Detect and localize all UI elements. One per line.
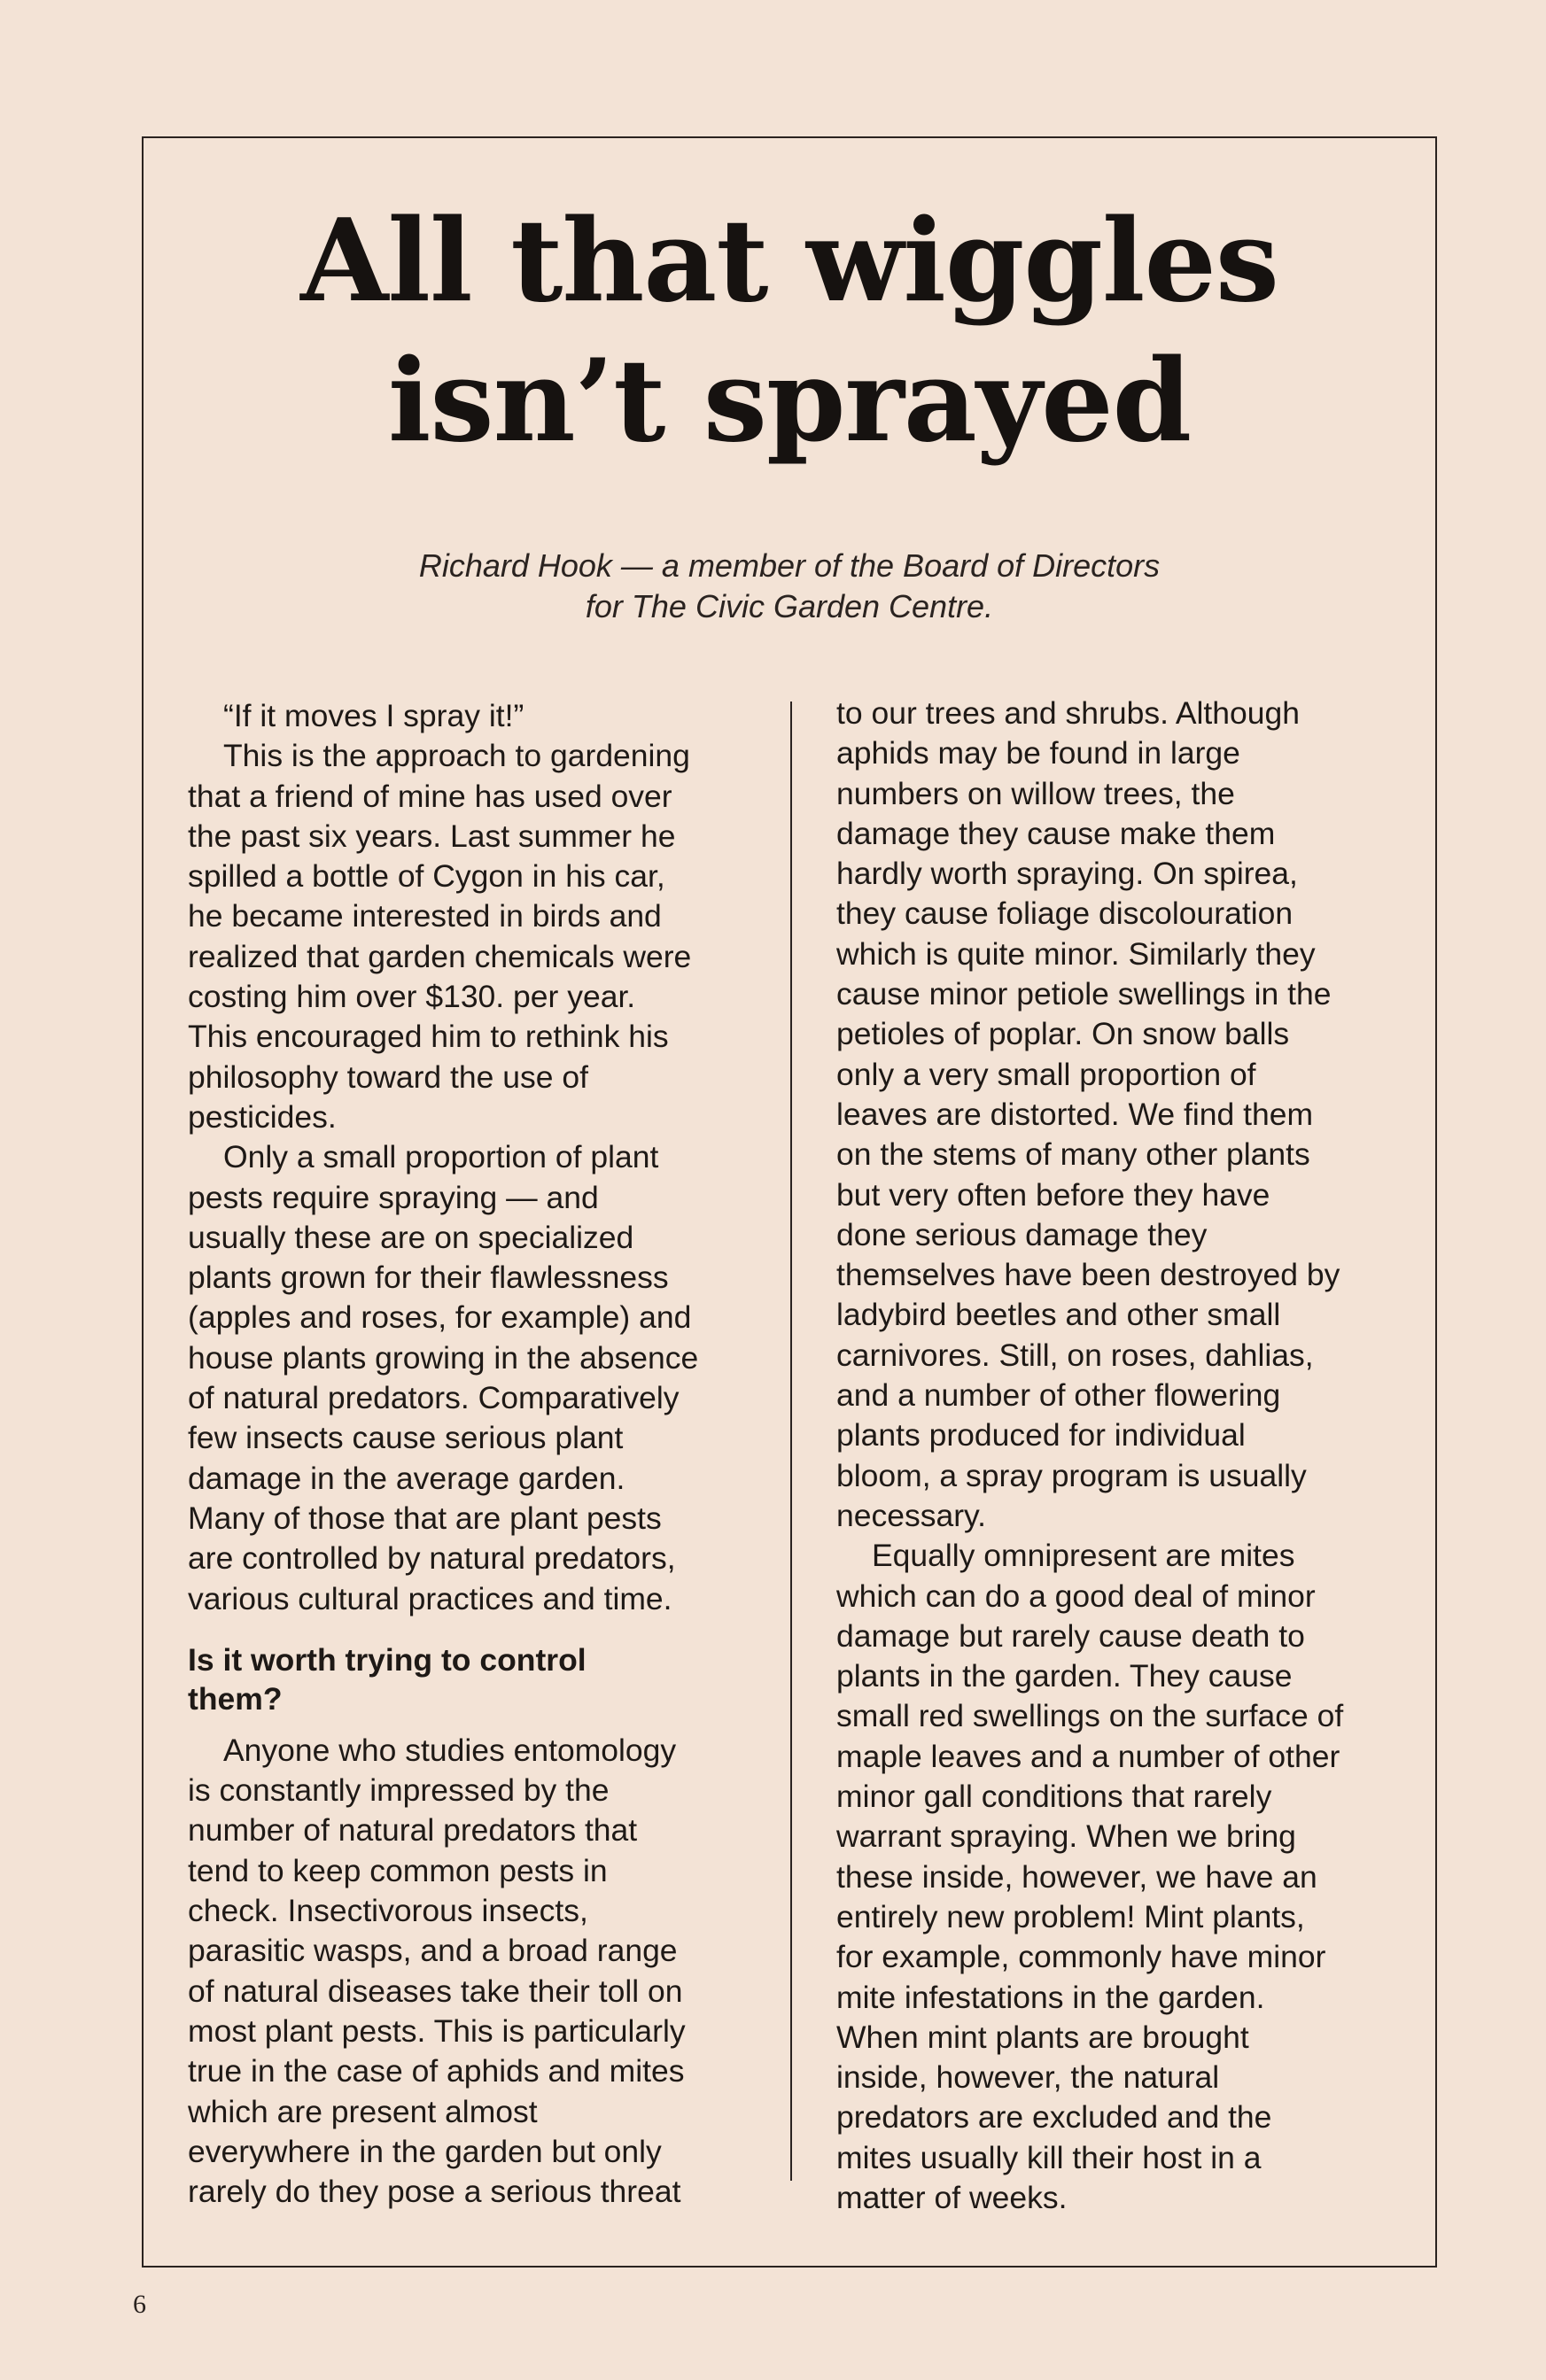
text-line: When mint plants are brought <box>836 2019 1249 2055</box>
text-line: matter of weeks. <box>836 2179 1068 2215</box>
text-line: usually these are on specialized <box>188 1219 634 1255</box>
text-line: entirely new problem! Mint plants, <box>836 1898 1305 1934</box>
left-column-text-after <box>188 1731 790 2213</box>
text-line: check. Insectivorous insects, <box>188 1893 588 1929</box>
text-line: that a friend of mine has used over <box>188 778 672 814</box>
text-line: true in the case of aphids and mites <box>188 2053 685 2089</box>
page-number: 6 <box>133 2290 146 2319</box>
text-line: spilled a bottle of Cygon in his car, <box>188 858 665 895</box>
text-line: carnivores. Still, on roses, dahlias, <box>836 1337 1314 1373</box>
text-line: pests require spraying — and <box>188 1179 599 1215</box>
subheading <box>188 1640 790 1718</box>
byline-line-1: Richard Hook — a member of the Board of Directors <box>418 547 1161 584</box>
subheading-line-1: Is it worth trying to control <box>188 1641 587 1678</box>
text-line: most plant pests. This is particularly <box>188 2012 686 2049</box>
text-line: Anyone who studies entomology <box>223 1732 677 1768</box>
left-column-text <box>188 696 790 1619</box>
text-line: plants produced for individual <box>836 1417 1246 1454</box>
text-line: damage in the average garden. <box>188 1460 625 1496</box>
text-line: which is quite minor. Similarly they <box>836 935 1316 972</box>
text-line: but very often before they have <box>836 1176 1270 1213</box>
text-line: warrant spraying. When we bring <box>836 1818 1296 1855</box>
text-line: predators are excluded and the <box>836 2099 1272 2136</box>
text-line: inside, however, the natural <box>836 2059 1220 2096</box>
text-line: pesticides. <box>188 1098 337 1135</box>
article-title <box>144 191 1435 471</box>
title-line-1: All that wiggles <box>300 195 1278 328</box>
text-line: numbers on willow trees, the <box>836 775 1235 811</box>
right-column-text <box>836 694 1403 2218</box>
text-line: This is the approach to gardening <box>223 738 690 774</box>
text-line: aphids may be found in large <box>836 735 1240 771</box>
text-line: plants grown for their flawlessness <box>188 1260 669 1296</box>
text-line: number of natural predators that <box>188 1812 638 1849</box>
text-line: are controlled by natural predators, <box>188 1540 676 1577</box>
text-line: only a very small proportion of <box>836 1056 1256 1092</box>
text-line: mites usually kill their host in a <box>836 2139 1262 2175</box>
text-line: plants in the garden. They cause <box>836 1658 1293 1694</box>
text-line: damage they cause make them <box>836 815 1276 851</box>
text-line: house plants growing in the absence <box>188 1339 699 1376</box>
text-line: various cultural practices and time. <box>188 1580 672 1616</box>
text-line: hardly worth spraying. On spirea, <box>836 856 1298 892</box>
text-line: everywhere in the garden but only <box>188 2133 662 2169</box>
subheading-line-2: them? <box>188 1680 283 1717</box>
text-line: petioles of poplar. On snow balls <box>836 1016 1290 1052</box>
text-line: he became interested in birds and <box>188 898 662 934</box>
column-divider <box>790 702 792 2181</box>
text-line: damage but rarely cause death to <box>836 1617 1305 1654</box>
text-line: of natural predators. Comparatively <box>188 1380 680 1416</box>
text-line: which are present almost <box>188 2093 538 2129</box>
text-line: minor gall conditions that rarely <box>836 1779 1272 1815</box>
title-line-2: isn’t sprayed <box>387 335 1192 468</box>
byline <box>144 546 1435 627</box>
byline-line-2: for The Civic Garden Centre. <box>585 588 994 624</box>
text-line: Only a small proportion of plant <box>223 1139 659 1175</box>
text-line: done serious damage they <box>836 1216 1208 1252</box>
text-line: and a number of other flowering <box>836 1377 1281 1414</box>
text-line: the past six years. Last summer he <box>188 818 676 854</box>
text-line: themselves have been destroyed by <box>836 1257 1340 1293</box>
text-line: tend to keep common pests in <box>188 1852 608 1888</box>
text-line: is constantly impressed by the <box>188 1772 610 1809</box>
text-line: bloom, a spray program is usually <box>836 1457 1307 1493</box>
text-line: rarely do they pose a serious threat <box>188 2174 681 2210</box>
text-line: maple leaves and a number of other <box>836 1738 1340 1774</box>
text-line: which can do a good deal of minor <box>836 1578 1316 1614</box>
text-line: (apples and roses, for example) and <box>188 1299 692 1336</box>
text-line: these inside, however, we have an <box>836 1858 1317 1895</box>
text-line: Equally omnipresent are mites <box>872 1538 1295 1574</box>
text-line: cause minor petiole swellings in the <box>836 976 1332 1012</box>
text-line: This encouraged him to rethink his <box>188 1019 669 1055</box>
text-line: for example, commonly have minor <box>836 1939 1326 1975</box>
text-line: Many of those that are plant pests <box>188 1500 662 1536</box>
text-line: leaves are distorted. We find them <box>836 1096 1314 1132</box>
text-line: on the stems of many other plants <box>836 1136 1310 1173</box>
text-line: realized that garden chemicals were <box>188 938 692 974</box>
text-line: few insects cause serious plant <box>188 1420 624 1456</box>
text-line: philosophy toward the use of <box>188 1058 588 1095</box>
text-line: “If it moves I spray it!” <box>223 698 524 733</box>
article-frame <box>142 136 1437 2268</box>
text-line: they cause foliage discolouration <box>836 895 1294 932</box>
text-line: ladybird beetles and other small <box>836 1297 1281 1333</box>
text-line: small red swellings on the surface of <box>836 1698 1344 1734</box>
text-line: necessary. <box>836 1497 987 1533</box>
text-line: of natural diseases take their toll on <box>188 1973 683 2009</box>
left-column <box>188 696 790 2212</box>
text-line: parasitic wasps, and a broad range <box>188 1933 678 1969</box>
right-column <box>836 694 1403 2218</box>
text-line: costing him over $130. per year. <box>188 979 636 1015</box>
text-line: mite infestations in the garden. <box>836 1979 1265 2015</box>
text-line: to our trees and shrubs. Although <box>836 695 1300 731</box>
